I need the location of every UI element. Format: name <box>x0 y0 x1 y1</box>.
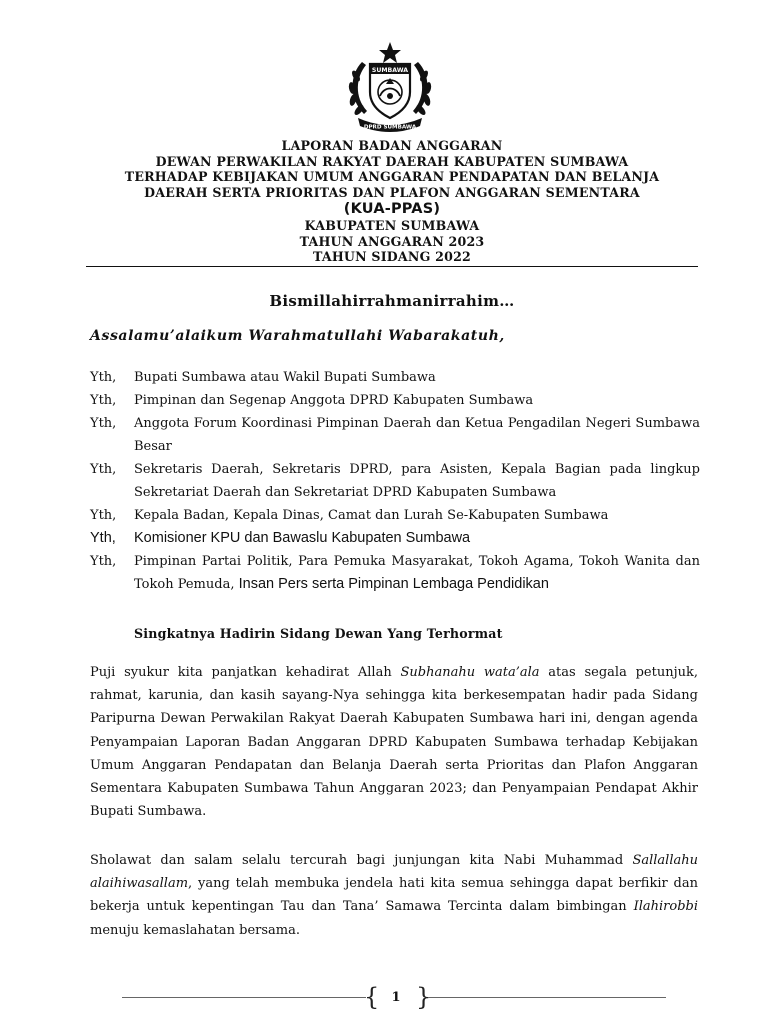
addressee-text: Sekretaris Daerah, Sekretaris DPRD, para Asisten, Kepala Bagian pada lingkup Sekretariat Daerah dan Sekretariat DPRD Kabupaten Sumbawa <box>134 462 700 500</box>
addressee-text: Komisioner KPU dan Bawaslu Kabupaten Sumbawa <box>134 530 471 546</box>
title-line-6: KABUPATEN SUMBAWA <box>304 218 480 233</box>
list-item <box>90 366 700 389</box>
addressee-prefix: Yth, <box>90 393 117 408</box>
addressee-prefix: Yth, <box>90 462 117 477</box>
addressee-text: Kepala Badan, Kepala Dinas, Camat dan Lurah Se-Kabupaten Sumbawa <box>134 508 609 523</box>
list-item <box>90 389 700 412</box>
footer-brace-left: { <box>364 983 380 1011</box>
shield-text: SUMBAWA <box>371 67 409 74</box>
addressee-text-part-1: Pimpinan Partai Politik, Para Pemuka Masyarakat, Tokoh Agama, Tokoh Wanita dan Tokoh Pemuda, <box>134 554 700 592</box>
list-item <box>90 458 700 504</box>
document-title-block <box>86 138 698 265</box>
footer-rule-right <box>428 997 666 998</box>
title-line-5: (KUA-PPAS) <box>343 201 441 217</box>
addressee-prefix: Yth, <box>90 370 117 385</box>
title-line-2: DEWAN PERWAKILAN RAKYAT DAERAH KABUPATEN SUMBAWA <box>155 153 629 169</box>
header-divider <box>86 266 698 267</box>
addressee-text: Pimpinan dan Segenap Anggota DPRD Kabupaten Sumbawa <box>134 393 534 408</box>
salam-greeting: Assalamu’alaikum Warahmatullahi Wabarakatuh, <box>90 328 505 344</box>
addressee-list <box>90 366 700 596</box>
audience-closing-line: Singkatnya Hadirin Sidang Dewan Yang Terhormat <box>134 626 503 641</box>
addressee-text: Anggota Forum Koordinasi Pimpinan Daerah dan Ketua Pengadilan Negeri Sumbawa Besar <box>134 416 700 454</box>
dprd-sumbawa-emblem-icon <box>340 40 440 136</box>
p2-italic-2: Ilahirobbi <box>633 899 698 915</box>
footer-brace-right: } <box>416 983 432 1011</box>
title-line-8: TAHUN SIDANG 2022 <box>312 249 471 264</box>
list-item <box>90 412 700 458</box>
page-number: 1 <box>391 990 401 1005</box>
p2-text-a: Sholawat dan salam selalu tercurah bagi junjungan kita Nabi Muhammad <box>90 853 633 868</box>
ribbon-text: DPRD SUMBAWA <box>363 124 417 131</box>
p2-text-b: , yang telah membuka jendela hati kita semua sehingga dapat berfikir dan bekerja untuk kepentingan Tau dan Tana’ Samawa Tercinta dalam bimbingan <box>90 876 698 915</box>
p2-italic-1: Sallallahu alaihiwasallam <box>90 853 698 892</box>
list-item <box>90 504 700 527</box>
p2-text-c: menuju kemaslahatan bersama. <box>90 922 300 938</box>
addressee-text <box>134 550 700 596</box>
p1-text-b: atas segala petunjuk, rahmat, karunia, dan kasih sayang-Nya sehingga kita berkesempatan hadir pada Sidang Paripurna Dewan Perwakilan Rakyat Daerah Kabupaten Sumbawa hari ini, dengan agenda Penyampaian Laporan Badan Anggaran DPRD Kabupaten Sumbawa terhadap Kebijakan Umum Anggaran Pendapatan dan Belanja Daerah serta Prioritas dan Plafon Anggaran Sementara Kabupaten Sumbawa Tahun Anggaran 2023; dan Penyampaian Pendapat Akhir Bupati Sumbawa. <box>90 665 698 820</box>
title-line-1: LAPORAN BADAN ANGGARAN <box>281 138 503 153</box>
body-paragraph-1 <box>90 661 698 823</box>
title-line-3: TERHADAP KEBIJAKAN UMUM ANGGARAN PENDAPATAN DAN BELANJA <box>124 169 660 184</box>
body-paragraph-2 <box>90 849 698 942</box>
footer-rule-left <box>122 997 366 998</box>
bismillah-heading: Bismillahirrahmanirrahim… <box>269 292 515 310</box>
addressee-prefix: Yth, <box>90 554 117 569</box>
list-item <box>90 527 700 550</box>
list-item <box>90 550 700 596</box>
addressee-prefix: Yth, <box>90 508 117 523</box>
addressee-prefix: Yth, <box>90 416 117 431</box>
p1-italic: Subhanahu wata’ala <box>400 665 540 680</box>
addressee-text: Bupati Sumbawa atau Wakil Bupati Sumbawa <box>134 370 436 385</box>
addressee-text-part-2: Insan Pers serta Pimpinan Lembaga Pendidikan <box>238 576 549 592</box>
addressee-prefix: Yth, <box>90 530 116 546</box>
title-line-7: TAHUN ANGGARAN 2023 <box>299 233 485 249</box>
p1-text-a: Puji syukur kita panjatkan kehadirat Allah <box>90 665 401 680</box>
title-line-4: DAERAH SERTA PRIORITAS DAN PLAFON ANGGARAN SEMENTARA <box>144 184 640 200</box>
